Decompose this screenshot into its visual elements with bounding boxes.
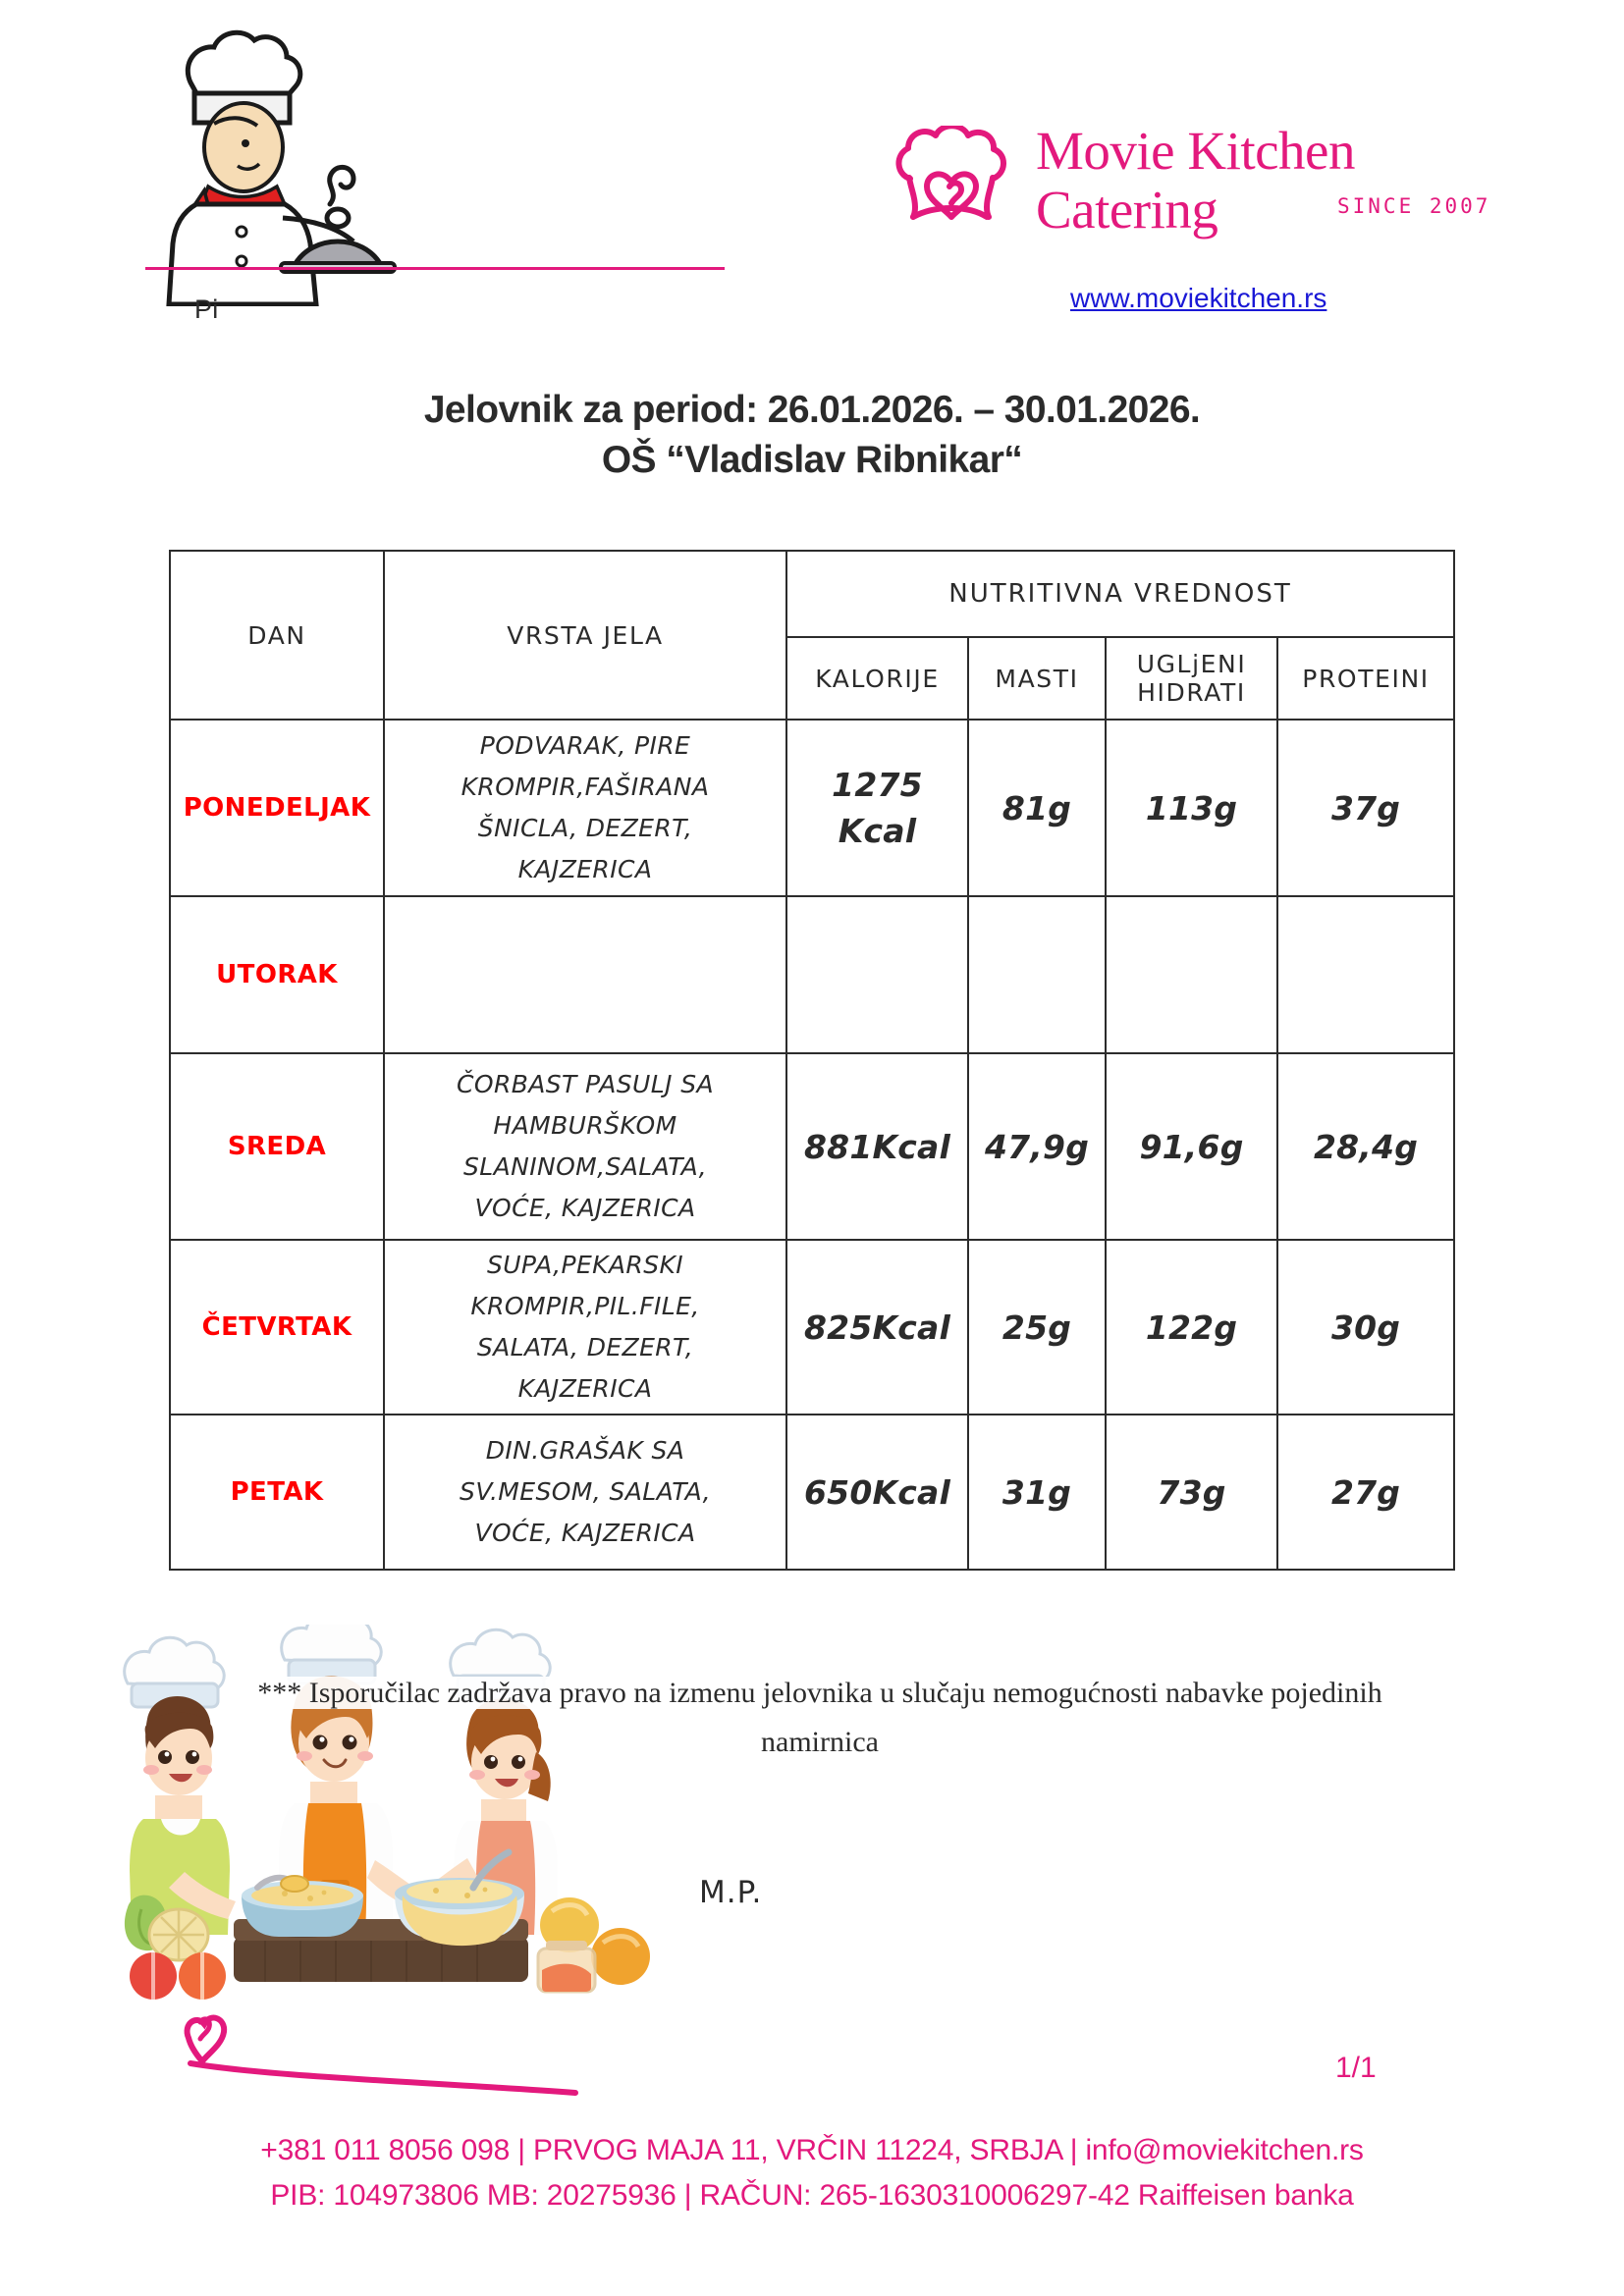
header-carbs-line1: UGLjENI [1136, 650, 1247, 678]
dish-line: KROMPIR,FAŠIRANA [460, 773, 710, 801]
table-row [170, 896, 1454, 1053]
cell-dish [384, 1053, 786, 1240]
page-title [0, 385, 1624, 485]
title-school-line: OŠ “Vladislav Ribnikar“ [601, 439, 1023, 481]
dish-line: SALATA, DEZERT, [476, 1333, 694, 1362]
header-cell-dish: VRSTA JELA [384, 551, 786, 720]
header-cell-fats: MASTI [968, 637, 1106, 720]
website-link[interactable]: www.moviekitchen.rs [1070, 283, 1327, 313]
header-cell-day: DAN [170, 551, 384, 720]
table-row [170, 720, 1454, 896]
dish-line: PODVARAK, PIRE [479, 731, 691, 760]
note-line2 [187, 1718, 1453, 1767]
dish-line: HAMBURŠKOM [493, 1111, 677, 1140]
heart-swoosh-icon [167, 2002, 579, 2110]
dish-line: SUPA,PEKARSKI [486, 1251, 684, 1279]
header-carbs-line2: HIDRATI [1137, 678, 1246, 707]
cell-fats: 31g [968, 1415, 1106, 1570]
cell-proteins: 30g [1277, 1240, 1454, 1415]
table-header-row-top [170, 551, 1454, 637]
cell-carbs: 91,6g [1106, 1053, 1277, 1240]
dish-line: SV.MESOM, SALATA, [460, 1477, 711, 1506]
cell-day: SREDA [170, 1053, 384, 1240]
dish-line: KAJZERICA [517, 855, 653, 883]
stamp-place-marker: M.P. [699, 1875, 763, 1910]
cell-proteins: 27g [1277, 1415, 1454, 1570]
dish-line: KAJZERICA [517, 1374, 653, 1403]
cell-day: ČETVRTAK [170, 1240, 384, 1415]
dish-line: KROMPIR,PIL.FILE, [470, 1292, 700, 1320]
cell-proteins: 28,4g [1277, 1053, 1454, 1240]
cell-dish [384, 896, 786, 1053]
cell-calories [786, 720, 968, 896]
cell-calories [786, 896, 968, 1053]
brand-wordmark [1036, 121, 1491, 240]
brand-name-line2: Catering [1036, 180, 1218, 240]
header-cell-carbs [1106, 637, 1277, 720]
cell-day: PETAK [170, 1415, 384, 1570]
dish-line: VOĆE, KAJZERICA [474, 1194, 696, 1222]
dish-line: DIN.GRAŠAK SA [485, 1436, 685, 1465]
footer-registration-line: PIB: 104973806 MB: 20275936 | RAČUN: 265-1630310006297-42 Raiffeisen banka [270, 2179, 1354, 2212]
partial-text-label: Pi [194, 294, 219, 324]
table-row [170, 1415, 1454, 1570]
cell-calories: 825Kcal [786, 1240, 968, 1415]
note-line1-text: *** Isporučilac zadržava pravo na izmenu jelovnika u slučaju nemogućnosti nabavke pojedinih [257, 1677, 1382, 1709]
brand-since-tagline: SINCE 2007 [1337, 194, 1491, 218]
chef-hat-heart-logo-icon [889, 126, 1026, 251]
header-cell-nutrition-group: NUTRITIVNA VREDNOST [786, 551, 1454, 637]
page-header [0, 0, 1624, 353]
cell-fats [968, 896, 1106, 1053]
note-line1 [187, 1669, 1453, 1718]
footer-contact-line: +381 011 8056 098 | PRVOG MAJA 11, VRČIN 11224, SRBJA | info@moviekitchen.rs [260, 2134, 1364, 2166]
cell-dish [384, 1240, 786, 1415]
cell-calories: 650Kcal [786, 1415, 968, 1570]
cell-fats: 81g [968, 720, 1106, 896]
page-number: 1/1 [1335, 2052, 1377, 2084]
note-line2-text: namirnica [761, 1726, 879, 1758]
calories-line: 1275 [832, 766, 923, 804]
table-row [170, 1053, 1454, 1240]
dish-line: SLANINOM,SALATA, [463, 1152, 707, 1181]
page-footer [0, 2128, 1624, 2218]
cell-calories: 881Kcal [786, 1053, 968, 1240]
cell-carbs [1106, 896, 1277, 1053]
cell-dish [384, 1415, 786, 1570]
cell-day: UTORAK [170, 896, 384, 1053]
table-row [170, 1240, 1454, 1415]
menu-table [169, 550, 1455, 1571]
menu-change-note [187, 1669, 1453, 1767]
cell-carbs: 122g [1106, 1240, 1277, 1415]
chef-illustration [157, 22, 422, 306]
cell-dish [384, 720, 786, 896]
dish-line: ČORBAST PASULJ SA [457, 1070, 714, 1098]
cell-fats: 47,9g [968, 1053, 1106, 1240]
header-cell-proteins: PROTEINI [1277, 637, 1454, 720]
cell-day: PONEDELJAK [170, 720, 384, 896]
brand-name-line1: Movie Kitchen [1036, 121, 1355, 181]
cell-fats: 25g [968, 1240, 1106, 1415]
cell-proteins [1277, 896, 1454, 1053]
dish-line: VOĆE, KAJZERICA [474, 1519, 696, 1547]
calories-line: Kcal [838, 812, 917, 850]
header-divider-rule [145, 267, 725, 270]
dish-line: ŠNICLA, DEZERT, [477, 814, 693, 842]
title-period-line: Jelovnik za period: 26.01.2026. – 30.01.2026. [423, 389, 1201, 431]
brand-lockup [889, 121, 1491, 253]
header-cell-calories: KALORIJE [786, 637, 968, 720]
cell-carbs: 73g [1106, 1415, 1277, 1570]
cell-carbs: 113g [1106, 720, 1277, 896]
cell-proteins: 37g [1277, 720, 1454, 896]
